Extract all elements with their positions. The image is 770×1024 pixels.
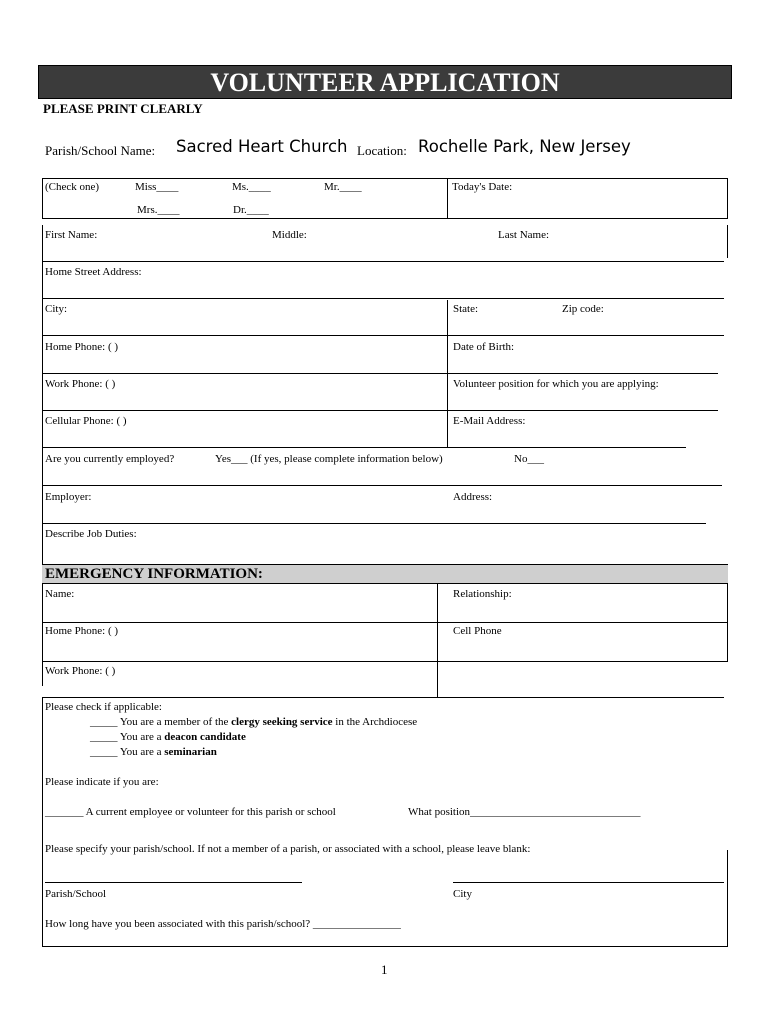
specify-instruction: Please specify your parish/school. If not a member of a parish, or associated with a school, please leave blank: bbox=[45, 843, 531, 855]
cell-line[interactable] bbox=[42, 447, 686, 448]
lower-right-border bbox=[727, 850, 728, 947]
name-line[interactable] bbox=[42, 261, 724, 262]
how-long-field[interactable]: How long have you been associated with this parish/school? ________________ bbox=[45, 918, 401, 930]
check-applicable-label: Please check if applicable: bbox=[45, 701, 162, 713]
deacon-pre: _____ You are a bbox=[90, 731, 165, 743]
clergy-bold: clergy seeking service bbox=[231, 716, 333, 728]
emergency-name-label: Name: bbox=[45, 588, 75, 600]
employer-line[interactable] bbox=[42, 523, 706, 524]
first-name-label: First Name: bbox=[45, 229, 98, 241]
cell-phone-label: Cellular Phone: ( ) bbox=[45, 415, 127, 427]
employer-label: Employer: bbox=[45, 491, 92, 503]
miss-option[interactable]: Miss____ bbox=[135, 181, 179, 193]
parish-label: Parish/School Name: bbox=[45, 143, 156, 158]
job-duties-label: Describe Job Duties: bbox=[45, 528, 137, 540]
divider bbox=[447, 178, 448, 219]
indicate-label: Please indicate if you are: bbox=[45, 776, 159, 788]
emergency-phone-line[interactable] bbox=[42, 661, 727, 662]
what-position-field[interactable]: What position_______________________________ bbox=[408, 806, 641, 818]
city-label-lower: City bbox=[453, 888, 472, 900]
column-divider bbox=[447, 300, 448, 448]
lower-bottom-border bbox=[42, 946, 728, 947]
emergency-header bbox=[42, 564, 728, 584]
lower-left-border bbox=[42, 697, 43, 947]
mrs-option[interactable]: Mrs.____ bbox=[137, 204, 180, 216]
check-one-label: (Check one) bbox=[45, 181, 100, 193]
emergency-name-line[interactable] bbox=[42, 622, 727, 623]
employed-no-option[interactable]: No___ bbox=[514, 453, 544, 465]
print-clearly-note: PLEASE PRINT CLEARLY bbox=[43, 101, 203, 116]
seminarian-option[interactable] bbox=[90, 746, 217, 758]
right-border bbox=[727, 225, 728, 258]
employed-question: Are you currently employed? bbox=[45, 453, 175, 465]
volunteer-position-label: Volunteer position for which you are applying: bbox=[453, 378, 659, 390]
seminarian-bold: seminarian bbox=[164, 746, 217, 758]
parish-value[interactable]: Sacred Heart Church bbox=[176, 137, 348, 156]
location-label: Location: bbox=[357, 143, 407, 158]
city-line-lower[interactable] bbox=[453, 882, 724, 883]
dr-option[interactable]: Dr.____ bbox=[233, 204, 269, 216]
dob-label: Date of Birth: bbox=[453, 341, 515, 353]
city-label: City: bbox=[45, 303, 68, 315]
seminarian-pre: _____ You are a bbox=[90, 746, 165, 758]
emergency-work-line[interactable] bbox=[42, 697, 724, 698]
current-employee-option[interactable]: _______ A current employee or volunteer for this parish or school bbox=[45, 806, 336, 818]
clergy-post: in the Archdiocese bbox=[332, 716, 418, 728]
deacon-option[interactable] bbox=[90, 731, 246, 743]
home-phone-label: Home Phone: ( ) bbox=[45, 341, 119, 353]
location-value[interactable]: Rochelle Park, New Jersey bbox=[418, 137, 631, 156]
employed-line bbox=[42, 485, 722, 486]
state-label: State: bbox=[453, 303, 479, 315]
emergency-header-text: EMERGENCY INFORMATION: bbox=[45, 566, 263, 582]
parish-school-line[interactable] bbox=[45, 882, 302, 883]
last-name-label: Last Name: bbox=[498, 229, 550, 241]
home-street-label: Home Street Address: bbox=[45, 266, 142, 278]
emergency-relationship-label: Relationship: bbox=[453, 588, 512, 600]
page-number: 1 bbox=[381, 962, 388, 977]
employer-address-label: Address: bbox=[453, 491, 493, 503]
todays-date-label: Today's Date: bbox=[452, 181, 513, 193]
deacon-bold: deacon candidate bbox=[164, 731, 246, 743]
email-label: E-Mail Address: bbox=[453, 415, 526, 427]
middle-name-label: Middle: bbox=[272, 229, 307, 241]
clergy-pre: _____ You are a member of the bbox=[90, 716, 232, 728]
work-line[interactable] bbox=[42, 410, 718, 411]
emergency-work-phone-label: Work Phone: ( ) bbox=[45, 665, 116, 677]
mr-option[interactable]: Mr.____ bbox=[324, 181, 362, 193]
emergency-cell-phone-label: Cell Phone bbox=[453, 625, 502, 637]
emergency-home-phone-label: Home Phone: ( ) bbox=[45, 625, 119, 637]
city-line[interactable] bbox=[42, 335, 724, 336]
work-phone-label: Work Phone: ( ) bbox=[45, 378, 116, 390]
employed-yes-option[interactable]: Yes___ (If yes, please complete information below) bbox=[215, 453, 443, 465]
emergency-divider bbox=[437, 584, 438, 698]
ms-option[interactable]: Ms.____ bbox=[232, 181, 271, 193]
clergy-option[interactable] bbox=[90, 716, 417, 728]
form-title: VOLUNTEER APPLICATION bbox=[38, 65, 732, 99]
emergency-right-border bbox=[727, 584, 728, 662]
zip-label: Zip code: bbox=[562, 303, 604, 315]
phone-line[interactable] bbox=[42, 373, 718, 374]
parish-school-label: Parish/School bbox=[45, 888, 107, 900]
street-line[interactable] bbox=[42, 298, 724, 299]
left-border bbox=[42, 225, 43, 686]
